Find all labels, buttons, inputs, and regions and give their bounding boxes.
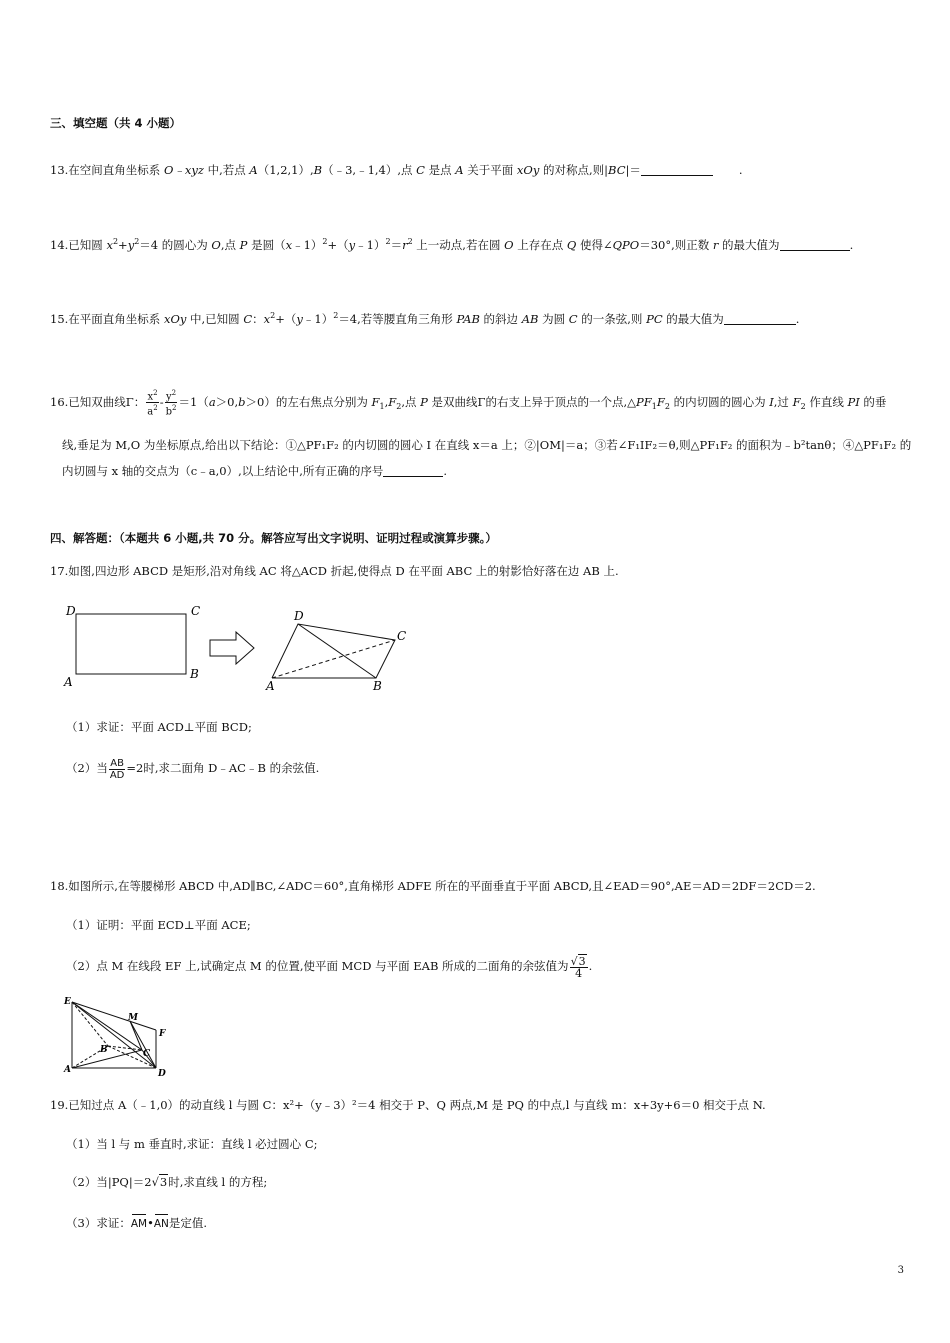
label-c: C — [143, 1049, 151, 1059]
label-c: C — [191, 604, 201, 618]
vector-an: AN — [153, 1218, 169, 1230]
label-c2: C — [397, 629, 407, 643]
fraction-ab-ad: $\frac{AB}{AD}$ — [109, 757, 125, 781]
answer-blank — [724, 312, 796, 325]
label-a2: A — [266, 679, 275, 693]
arrow-icon — [210, 632, 254, 664]
question-19-part-1: （1）当 l 与 m 垂直时,求证：直线 l 必过圆心 C; — [66, 1137, 318, 1151]
trapezoid-solid-figure — [60, 996, 180, 1080]
fold-rectangle-figure — [60, 602, 420, 698]
page-number: 3 — [897, 1265, 904, 1276]
edge-db — [298, 624, 376, 678]
answer-blank — [780, 238, 850, 251]
section-fill-heading: 三、填空题（共 4 小题） — [50, 116, 182, 130]
question-16-line-2: 线,垂足为 M,O 为坐标原点,给出以下结论：①△PF₁F₂ 的内切圆的圆心 I 在直线 x＝a 上；②|OM|＝a；③若∠F₁IF₂＝θ,则△PF₁F₂ 的面积为﹣b²tanθ；④△PF₁F₂ 的 — [62, 438, 912, 452]
label-b2: B — [373, 679, 382, 693]
rectangle-abcd — [76, 614, 186, 674]
label-d: D — [158, 1069, 166, 1079]
question-13: 13.在空间直角坐标系 O﹣xyz 中,若点 A（1,2,1）,B（﹣3,﹣1,4）,点 C 是点 A 关于平面 xOy 的对称点,则|BC|＝ . — [50, 163, 743, 177]
question-17-part-1: （1）求证：平面 ACD⊥平面 BCD; — [66, 720, 252, 734]
answer-blank — [641, 163, 713, 176]
question-19-stem: 19.已知过点 A（﹣1,0）的动直线 l 与圆 C：x²+（y﹣3）²＝4 相交于 P、Q 两点,M 是 PQ 的中点,l 与直线 m：x+3y+6＝0 相交于点 N. — [50, 1098, 766, 1112]
label-m: M — [128, 1013, 138, 1023]
question-19-part-3: （3）求证：AM•AN是定值. — [66, 1216, 208, 1230]
question-15: 15.在平面直角坐标系 xOy 中,已知圆 C：$x^2+(y﹣1)^2=4$,若等腰直角三角形 PAB 的斜边 AB 为圆 C 的一条弦,则 PC 的最大值为 . — [50, 311, 800, 326]
folded-quadrilateral — [272, 624, 395, 678]
fraction-x2-a2: $\frac{x^2}{a^2}$ — [147, 389, 158, 418]
label-a: A — [64, 1065, 71, 1075]
label-a: A — [64, 675, 73, 689]
question-14: 14.已知圆 $x^2+y^2=4$ 的圆心为 O,点 P 是圆$(x﹣1)^2+(y﹣1)^2=r^2$ 上一动点,若在圆 O 上存在点 Q 使得∠QPO＝30°,则正数 r 的最大值为 . — [50, 237, 854, 252]
vector-am: AM — [130, 1218, 148, 1230]
diagonal-ac-dashed — [272, 640, 395, 678]
label-d2: D — [294, 609, 304, 623]
label-b: B — [190, 667, 199, 681]
section-solve-heading: 四、解答题：（本题共 6 小题,共 70 分。解答应写出文字说明、证明过程或演算步骤。） — [50, 531, 497, 545]
question-16-line-3: 内切圆与 x 轴的交点为（c﹣a,0）,以上结论中,所有正确的序号 . — [62, 464, 448, 478]
question-19-part-2: （2）当|PQ|＝2√3时,求直线 l 的方程; — [66, 1175, 268, 1189]
label-e: E — [64, 997, 71, 1007]
question-16-line-1: 16.已知双曲线Γ： $\frac{x^2}{a^2}$ - $\frac{y^2}{b^2}$ ＝1（a＞0,b＞0）的左右焦点分别为 $F_1,F_2$,点 P 是双曲线Γ的右支上异于顶点的一个点$,\triangle PF_1F_2$ 的内切圆的圆心为 I,过 $F_2$ 作直线 PI 的垂 — [50, 389, 887, 418]
question-17-part-2: （2）当 $\frac{AB}{AD}$ =2时,求二面角 D﹣AC﹣B 的余弦值. — [66, 757, 320, 781]
question-18-stem: 18.如图所示,在等腰梯形 ABCD 中,AD∥BC,∠ADC＝60°,直角梯形 ADFE 所在的平面垂直于平面 ABCD,且∠EAD＝90°,AE＝AD＝2DF＝2CD＝2. — [50, 879, 816, 893]
label-d: D — [66, 604, 76, 618]
label-b: B — [100, 1045, 108, 1055]
sqrt-3: √3 — [151, 1175, 168, 1189]
label-f: F — [159, 1029, 166, 1039]
fraction-sqrt3-4: $\frac{√3}{4}$ — [570, 954, 586, 980]
question-18-part-1: （1）证明：平面 ECD⊥平面 ACE; — [66, 918, 251, 932]
fraction-y2-b2: $\frac{y^2}{b^2}$ — [165, 389, 177, 418]
answer-blank — [383, 464, 443, 477]
question-18-part-2: （2）点 M 在线段 EF 上,试确定点 M 的位置,使平面 MCD 与平面 EAB 所成的二面角的余弦值为 $\frac{√3}{4}$ . — [66, 954, 593, 980]
question-17-stem: 17.如图,四边形 ABCD 是矩形,沿对角线 AC 将△ACD 折起,使得点 D 在平面 ABC 上的射影恰好落在边 AB 上. — [50, 564, 619, 578]
